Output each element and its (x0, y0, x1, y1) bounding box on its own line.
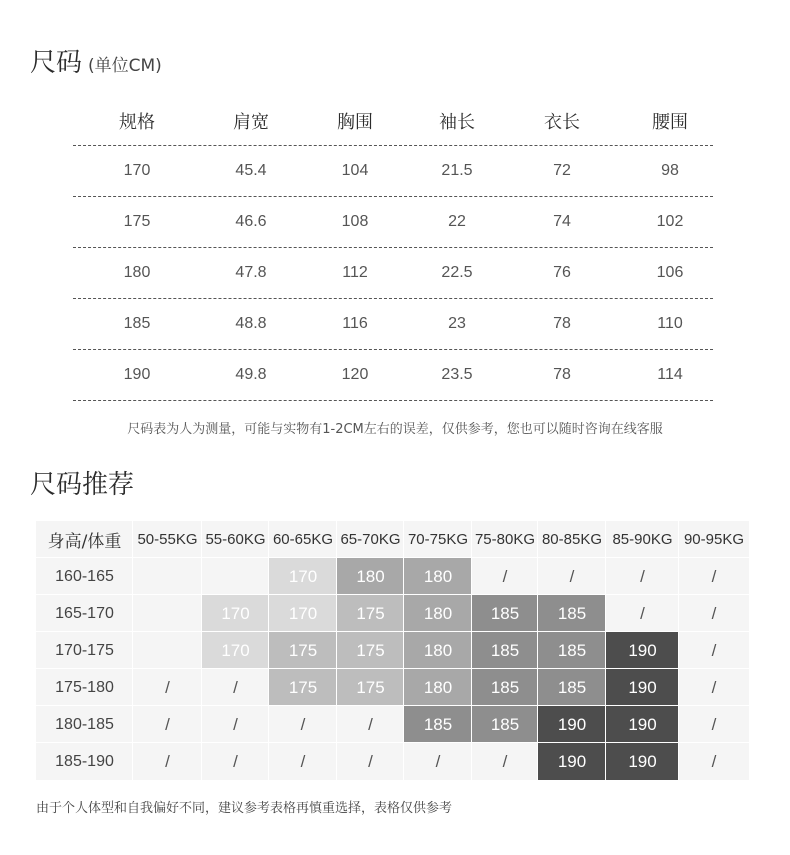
recommended-size-cell: 185 (404, 706, 472, 743)
height-row (36, 706, 749, 743)
table-cell: 104 (341, 162, 369, 179)
weight-column-header: 60-65KG (272, 531, 334, 548)
not-applicable-cell: / (165, 751, 170, 771)
column-header: 规格 (119, 111, 155, 133)
not-applicable-cell: / (165, 677, 170, 697)
table-cell: 110 (657, 315, 683, 332)
grid-line (36, 705, 749, 706)
not-applicable-cell: / (569, 566, 575, 586)
recommended-size-cell: 190 (606, 632, 679, 669)
height-row-label: 185-190 (55, 752, 114, 770)
height-row-label: 180-185 (55, 715, 114, 733)
table-row (73, 299, 713, 350)
table-cell: 22.5 (441, 264, 473, 281)
recommendation-note: 由于个人体型和自我偏好不同，建议参考表格再慎重选择，表格仅供参考 (36, 801, 453, 816)
recommended-size-cell: 170 (269, 558, 337, 595)
table-cell: 185 (123, 315, 151, 332)
size-chart-header-row (73, 96, 713, 146)
height-weight-corner-label: 身高/体重 (47, 532, 122, 552)
empty-cell (202, 558, 269, 595)
recommended-size-cell: 170 (202, 632, 269, 669)
table-cell: 78 (553, 366, 571, 383)
table-cell: 45.4 (235, 162, 267, 179)
table-cell: 76 (553, 264, 571, 281)
height-row (36, 632, 749, 669)
recommended-size-cell: 190 (606, 706, 679, 743)
recommended-size-cell: 180 (337, 558, 404, 595)
height-row-label: 160-165 (55, 567, 114, 585)
not-applicable-cell: / (711, 640, 717, 660)
weight-column-header: 80-85KG (541, 531, 603, 548)
not-applicable-cell: / (502, 751, 508, 771)
column-header: 衣长 (544, 111, 580, 133)
not-applicable-cell: / (233, 677, 238, 697)
recommended-size-cell: 175 (337, 669, 404, 706)
not-applicable-cell: / (165, 714, 170, 734)
height-row (36, 743, 749, 780)
not-applicable-cell: / (233, 751, 238, 771)
recommended-size-cell: 185 (472, 669, 538, 706)
empty-cell (133, 632, 202, 669)
column-header: 袖长 (439, 111, 475, 133)
table-cell: 116 (342, 315, 368, 332)
recommended-size-cell: 190 (538, 706, 606, 743)
table-cell: 48.8 (235, 315, 267, 332)
recommended-size-cell: 170 (269, 595, 337, 632)
table-cell: 102 (656, 213, 684, 230)
weight-column-header: 70-75KG (407, 531, 469, 548)
weight-column-header: 65-70KG (340, 531, 401, 548)
table-cell: 78 (553, 315, 571, 332)
recommended-size-cell: 175 (337, 595, 404, 632)
not-applicable-cell: / (233, 714, 238, 734)
height-row-label: 170-175 (55, 641, 114, 659)
recommended-size-cell: 180 (404, 558, 472, 595)
recommended-size-cell: 190 (606, 669, 679, 706)
not-applicable-cell: / (368, 714, 373, 734)
size-chart-note: 尺码表为人为测量，可能与实物有1-2CM左右的误差，仅供参考，您也可以随时咨询在线客服 (127, 422, 663, 437)
empty-cell (133, 595, 202, 632)
grid-line (36, 557, 749, 558)
not-applicable-cell: / (640, 603, 645, 623)
table-cell: 170 (123, 162, 151, 179)
not-applicable-cell: / (711, 714, 717, 734)
table-cell: 112 (342, 264, 368, 281)
height-row-label: 175-180 (55, 678, 114, 696)
size-chart-table (73, 96, 713, 401)
height-row (36, 669, 749, 706)
weight-column-header: 90-95KG (683, 531, 745, 548)
table-cell: 120 (341, 366, 369, 383)
table-cell: 114 (657, 366, 683, 383)
recommended-size-cell: 185 (538, 669, 606, 706)
weight-column-header: 75-80KG (474, 531, 536, 548)
not-applicable-cell: / (300, 751, 306, 771)
grid-line (36, 594, 749, 595)
recommendation-title: 尺码推荐 (30, 470, 135, 500)
weight-column-header: 85-90KG (612, 531, 673, 548)
table-cell: 47.8 (235, 264, 267, 281)
recommended-size-cell: 175 (337, 632, 404, 669)
recommended-size-cell: 185 (472, 706, 538, 743)
table-cell: 21.5 (441, 162, 473, 179)
table-cell: 108 (341, 213, 369, 230)
unit-label: (单位CM) (88, 56, 162, 76)
recommended-size-cell: 185 (538, 632, 606, 669)
not-applicable-cell: / (502, 566, 508, 586)
empty-cell (133, 558, 202, 595)
table-cell: 175 (123, 213, 151, 230)
height-row (36, 558, 749, 595)
table-cell: 190 (123, 366, 151, 383)
table-cell: 74 (553, 213, 571, 230)
column-header: 肩宽 (233, 111, 269, 133)
height-row (36, 595, 749, 632)
table-cell: 72 (553, 162, 571, 179)
not-applicable-cell: / (435, 751, 441, 771)
table-cell: 49.8 (235, 366, 267, 383)
recommended-size-cell: 185 (538, 595, 606, 632)
recommended-size-cell: 190 (538, 743, 606, 780)
recommended-size-cell: 185 (472, 595, 538, 632)
weight-column-header: 50-55KG (137, 531, 198, 548)
recommended-size-cell: 175 (269, 669, 337, 706)
table-cell: 98 (661, 162, 679, 179)
table-cell: 46.6 (235, 213, 267, 230)
table-cell: 106 (656, 264, 684, 281)
not-applicable-cell: / (711, 566, 717, 586)
table-cell: 22 (448, 213, 466, 230)
table-row (73, 350, 713, 401)
recommended-size-cell: 190 (606, 743, 679, 780)
not-applicable-cell: / (640, 566, 645, 586)
column-header: 胸围 (337, 111, 373, 133)
table-row (73, 197, 713, 248)
not-applicable-cell: / (711, 603, 717, 623)
weight-column-header: 55-60KG (205, 531, 266, 548)
recommended-size-cell: 185 (472, 632, 538, 669)
table-cell: 23.5 (441, 366, 473, 383)
not-applicable-cell: / (300, 714, 306, 734)
not-applicable-cell: / (711, 751, 717, 771)
column-header: 腰围 (652, 111, 688, 133)
recommended-size-cell: 170 (202, 595, 269, 632)
recommended-size-cell: 180 (404, 632, 472, 669)
recommended-size-cell: 175 (269, 632, 337, 669)
size-recommendation-grid (36, 521, 749, 780)
recommended-size-cell: 180 (404, 669, 472, 706)
not-applicable-cell: / (368, 751, 373, 771)
table-cell: 23 (448, 315, 466, 332)
height-row-label: 165-170 (55, 604, 114, 622)
grid-line (36, 631, 749, 632)
grid-line (36, 742, 749, 743)
table-row (73, 248, 713, 299)
recommended-size-cell: 180 (404, 595, 472, 632)
table-cell: 180 (123, 264, 151, 281)
not-applicable-cell: / (711, 677, 717, 697)
table-row (73, 146, 713, 197)
grid-line (36, 668, 749, 669)
size-chart-title: 尺码 (单位CM) (30, 48, 162, 78)
recommendation-header-row (36, 521, 749, 558)
